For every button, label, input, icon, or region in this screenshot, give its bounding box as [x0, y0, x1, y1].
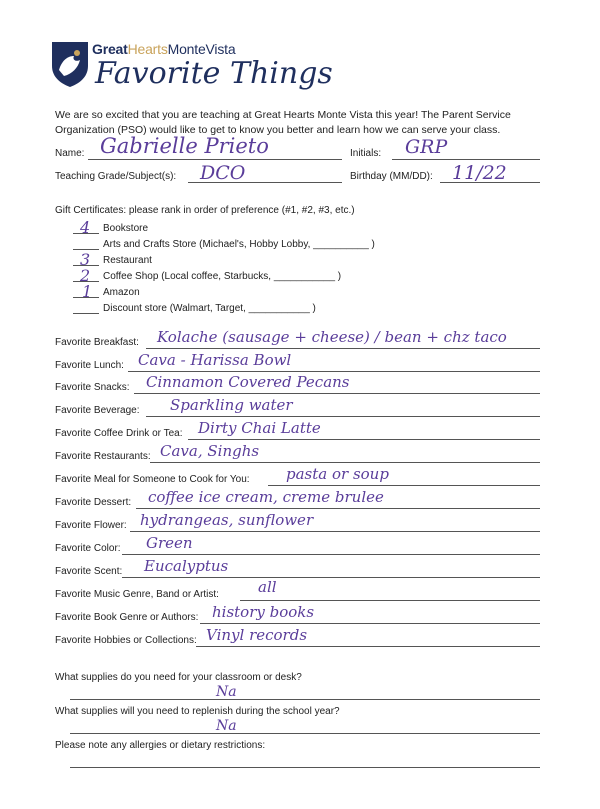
rank-value[interactable]: 2 [80, 266, 91, 285]
answer-line [122, 577, 540, 578]
initials-value[interactable]: GRP [405, 136, 448, 158]
question-answer[interactable]: Na [216, 718, 237, 734]
answer-line [136, 508, 540, 509]
favorite-label: Favorite Dessert: [55, 497, 132, 508]
answer-line [70, 767, 540, 768]
favorite-label: Favorite Beverage: [55, 405, 140, 416]
answer-line [134, 393, 540, 394]
intro-text: We are so excited that you are teaching at Great Hearts Monte Vista this year! The Parent Service Organization (PSO) would like to get to know you better and learn how we can serve your class. [55, 109, 511, 136]
favorite-label: Favorite Breakfast: [55, 337, 139, 348]
rank-line [73, 313, 99, 314]
grade-value[interactable]: DCO [200, 162, 246, 184]
favorite-label: Favorite Color: [55, 543, 121, 554]
favorite-value[interactable]: pasta or soup [286, 465, 389, 483]
favorite-label: Favorite Hobbies or Collections: [55, 635, 197, 646]
answer-line [268, 485, 540, 486]
answer-line [146, 416, 540, 417]
favorite-value[interactable]: Cinnamon Covered Pecans [146, 373, 350, 391]
initials-label: Initials: [350, 148, 382, 159]
gift-heading: Gift Certificates: please rank in order of preference (#1, #2, #3, etc.) [55, 205, 355, 216]
rank-value[interactable]: 1 [82, 282, 93, 301]
favorite-value[interactable]: hydrangeas, sunflower [140, 511, 314, 529]
gift-item-label: Coffee Shop (Local coffee, Starbucks, ___________ ) [103, 271, 342, 282]
answer-line [128, 371, 540, 372]
grade-label: Teaching Grade/Subject(s): [55, 171, 177, 182]
favorite-value[interactable]: Vinyl records [206, 626, 308, 644]
favorite-value[interactable]: Sparkling water [170, 396, 293, 414]
question-answer[interactable]: Na [216, 684, 237, 700]
answer-line [130, 531, 540, 532]
favorite-label: Favorite Coffee Drink or Tea: [55, 428, 183, 439]
shield-logo-icon [50, 40, 90, 88]
favorite-label: Favorite Snacks: [55, 382, 130, 393]
answer-line [146, 348, 540, 349]
favorite-label: Favorite Flower: [55, 520, 127, 531]
answer-line [150, 462, 540, 463]
gift-item-label: Arts and Crafts Store (Michael's, Hobby Lobby, __________ ) [103, 239, 375, 250]
favorite-value[interactable]: history books [212, 603, 315, 621]
favorite-value[interactable]: Cava - Harissa Bowl [138, 351, 292, 369]
question-label: What supplies do you need for your classroom or desk? [55, 672, 302, 683]
initials-line [392, 159, 540, 160]
favorite-value[interactable]: Kolache (sausage + cheese) / bean + chz taco [157, 328, 507, 346]
gift-item-label: Restaurant [103, 255, 152, 266]
favorite-value[interactable]: Green [146, 534, 193, 552]
brand-name [92, 41, 235, 57]
answer-line [188, 439, 540, 440]
favorite-label: Favorite Book Genre or Authors: [55, 612, 199, 623]
page-title: Favorite Things [95, 56, 333, 91]
brand-hearts: Hearts [127, 41, 168, 57]
favorite-value[interactable]: Dirty Chai Latte [198, 419, 321, 437]
brand-great: Great [92, 41, 128, 57]
name-line [88, 159, 342, 160]
answer-line [196, 646, 540, 647]
name-label: Name: [55, 148, 85, 159]
favorite-value[interactable]: Cava, Singhs [160, 442, 260, 460]
brand-montevista: MonteVista [167, 41, 236, 57]
answer-line [240, 600, 540, 601]
favorite-label: Favorite Music Genre, Band or Artist: [55, 589, 219, 600]
gift-item-label: Bookstore [103, 223, 149, 234]
answer-line [70, 733, 540, 734]
birthday-label: Birthday (MM/DD): [350, 171, 433, 182]
favorite-label: Favorite Scent: [55, 566, 123, 577]
rank-value[interactable]: 4 [80, 218, 91, 237]
answer-line [200, 623, 540, 624]
question-label: Please note any allergies or dietary restrictions: [55, 740, 266, 751]
favorite-label: Favorite Restaurants: [55, 451, 151, 462]
favorite-value[interactable]: Eucalyptus [144, 557, 229, 575]
question-label: What supplies will you need to replenish during the school year? [55, 706, 340, 717]
answer-line [70, 699, 540, 700]
rank-value[interactable]: 3 [80, 250, 91, 269]
gift-item-label: Discount store (Walmart, Target, ___________ ) [103, 303, 316, 314]
favorite-label: Favorite Lunch: [55, 360, 124, 371]
answer-line [122, 554, 540, 555]
name-value[interactable]: Gabrielle Prieto [100, 134, 269, 158]
favorite-label: Favorite Meal for Someone to Cook for You: [55, 474, 250, 485]
favorite-value[interactable]: all [258, 578, 277, 596]
gift-item-label: Amazon [103, 287, 140, 298]
birthday-value[interactable]: 11/22 [452, 162, 507, 184]
favorite-value[interactable]: coffee ice cream, creme brulee [148, 488, 384, 506]
